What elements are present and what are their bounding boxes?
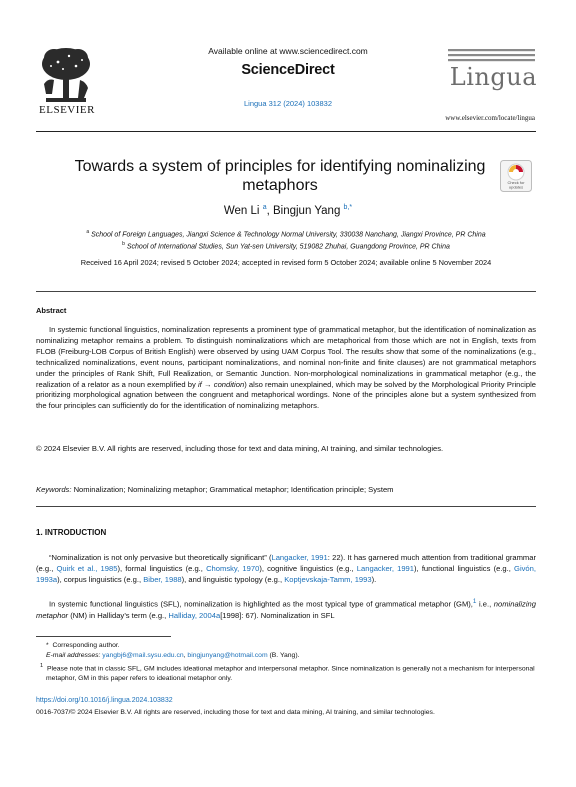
paragraph-text: i.e., [476, 599, 494, 609]
footnote-text: Corresponding author. [52, 642, 120, 649]
affiliation-line [36, 240, 536, 252]
citation-link[interactable]: Halliday, 2004a [168, 610, 221, 620]
author-affiliation-mark[interactable]: a [262, 204, 267, 211]
paragraph-text: [1998]: 67). Nominalization in SFL [220, 610, 335, 620]
corresponding-author-note [36, 641, 546, 651]
abstract-text-part: In systemic functional linguistics, nominalization represents a prominent type of grammatical metaphor, but the identification of nominalization as nominalizing metaphor remains a problem. To distinguish nominalizations which are metaphorical from those which are not in English, texts from FLOB (Freiburg-LOB Corpus of British English) were observed by using UAM Corpus Tool. The results show that some of the nominalizations (e.g., technicalized nominalizations, event nouns, participant nominalizations, and nominal non-finite and finite clauses) are not grammatical metaphors under the principles of Rank Shift, Full Realization, or Semantic Junction. Non-morphological nominalizations in grammatical metaphor (e.g., the realization of a relator as a noun exemplified by [36, 325, 536, 389]
article-history: Received 16 April 2024; revised 5 October 2024; accepted in revised form 5 October 2024; available online 5 November 2024 [80, 258, 492, 267]
abstract-text-part: ) also remain unexplained, which may be solved by the Morphological Priority Principle prioritizing morphological agnation between the congruent and metaphorical wordings. None of the principles alone but a system synthesized from the four principles can sufficiently do for the identification of nominalizing metaphors. [36, 379, 536, 411]
email-link[interactable]: bingjunyang@hotmail.com [187, 652, 268, 659]
affiliation-mark: a [86, 229, 90, 235]
keywords-label: Keywords: [36, 485, 72, 494]
crossmark-label-2: updates [508, 184, 524, 190]
section-heading: 1. INTRODUCTION [36, 528, 107, 537]
email-note [36, 651, 546, 661]
footnote-1 [36, 662, 546, 683]
email-link[interactable]: yangbj6@mail.sysu.edu.cn [102, 652, 184, 659]
paragraph-text: ), formal linguistics (e.g., [117, 564, 207, 574]
footnote-ref[interactable]: 1 [472, 598, 477, 605]
journal-masthead-title[interactable]: Lingua [449, 63, 537, 91]
email-owner: (B. Yang). [267, 652, 300, 659]
check-for-updates-badge[interactable] [500, 160, 532, 192]
affiliation-mark: b [122, 240, 125, 247]
author-name: Bingjun Yang [272, 204, 341, 217]
affiliation-line [36, 228, 536, 240]
doi-link[interactable]: https://doi.org/10.1016/j.lingua.2024.103832 [36, 697, 173, 704]
paragraph-text: ), cognitive linguistics (e.g., [259, 564, 357, 574]
abstract-heading: Abstract [36, 306, 67, 315]
paragraph-text: ), corpus linguistics (e.g., [57, 575, 144, 585]
body-paragraph [36, 552, 536, 585]
paragraph-text: ), and linguistic typology (e.g., [181, 575, 285, 585]
affiliation-text: School of Foreign Languages, Jiangxi Science & Technology Normal University, 330038 Nanchang, Jiangxi Province, PR China [91, 231, 486, 239]
footnote-divider [36, 636, 171, 637]
affiliation-text: School of International Studies, Sun Yat-sen University, 519082 Zhuhai, Guangdong Province, PR China [126, 243, 450, 251]
citation-link[interactable]: Koptjevskaja-Tamm, 1993 [284, 575, 372, 585]
citation-link[interactable]: Langacker, 1991 [271, 553, 328, 562]
citation-link[interactable]: Langacker, 1991 [356, 564, 415, 574]
emphasized-term: nominalizing metaphor [36, 599, 536, 620]
footnote-mark: * [46, 642, 49, 649]
paragraph-text: “Nominalization is not only pervasive but theoretically significant” ( [49, 553, 272, 562]
journal-citation-link[interactable]: Lingua 312 (2024) 103832 [244, 99, 332, 108]
journal-homepage-link[interactable]: www.elsevier.com/locate/lingua [445, 114, 535, 122]
abstract-copyright: © 2024 Elsevier B.V. All rights are reserved, including those for text and data mining, AI training, and similar technologies. [36, 444, 444, 453]
citation-link[interactable]: Quirk et al., 1985 [56, 564, 118, 574]
author-affiliation-mark[interactable]: b,* [343, 204, 353, 211]
email-label: E-mail addresses: [46, 652, 101, 659]
body-paragraph [36, 596, 536, 621]
paragraph-text: ), functional linguistics (e.g., [414, 564, 515, 574]
citation-link[interactable]: Givón, 1993a [36, 564, 536, 585]
article-title: Towards a system of principles for identifying nominalizing metaphors [74, 158, 486, 194]
abstract-example: if → condition [198, 379, 245, 389]
keywords [36, 485, 536, 494]
footnote-text: Please note that in classic SFL, GM includes ideational metaphor and interpersonal metaphor. Since nominalization is generally not a mechanism for interpersonal metaphor, GM in this paper refers to ideational metaphor only. [46, 665, 535, 682]
citation-link[interactable]: Chomsky, 1970 [206, 564, 260, 574]
crossmark-icon [500, 160, 532, 192]
elsevier-tree-logo[interactable] [36, 44, 96, 106]
paragraph-text: ). [371, 575, 377, 585]
keywords-divider [36, 506, 536, 507]
author-name: Wen Li [223, 204, 260, 217]
crossmark-label-1: Check for [507, 180, 525, 185]
keywords-list: Nominalization; Nominalizing metaphor; Grammatical metaphor; Identification principle; System [73, 485, 394, 494]
journal-masthead-rules [448, 49, 535, 63]
available-online-note: Available online at www.sciencedirect.com [208, 46, 368, 56]
footnote-mark: 1 [40, 663, 44, 669]
abstract-divider [36, 291, 536, 292]
issn-copyright-line: 0016-7037/© 2024 Elsevier B.V. All rights are reserved, including those for text and data mining, AI training, and similar technologies. [36, 709, 435, 716]
header-divider [36, 131, 536, 132]
paragraph-text: : 22). It has garnered much attention from traditional grammar (e.g., [36, 553, 537, 574]
email-separator: , [183, 652, 188, 659]
affiliations [36, 228, 536, 252]
sciencedirect-wordmark[interactable]: ScienceDirect [241, 62, 335, 78]
paragraph-text: (NM) in Halliday’s term (e.g., [68, 610, 169, 620]
author-list [60, 204, 516, 217]
publisher-name: ELSEVIER [39, 104, 95, 116]
paragraph-text: In systemic functional linguistics (SFL), nominalization is highlighted as the most typical type of grammatical metaphor (GM), [49, 599, 473, 609]
abstract-text [36, 325, 536, 412]
author-separator: , [266, 204, 273, 217]
citation-link[interactable]: Biber, 1988 [143, 575, 182, 585]
